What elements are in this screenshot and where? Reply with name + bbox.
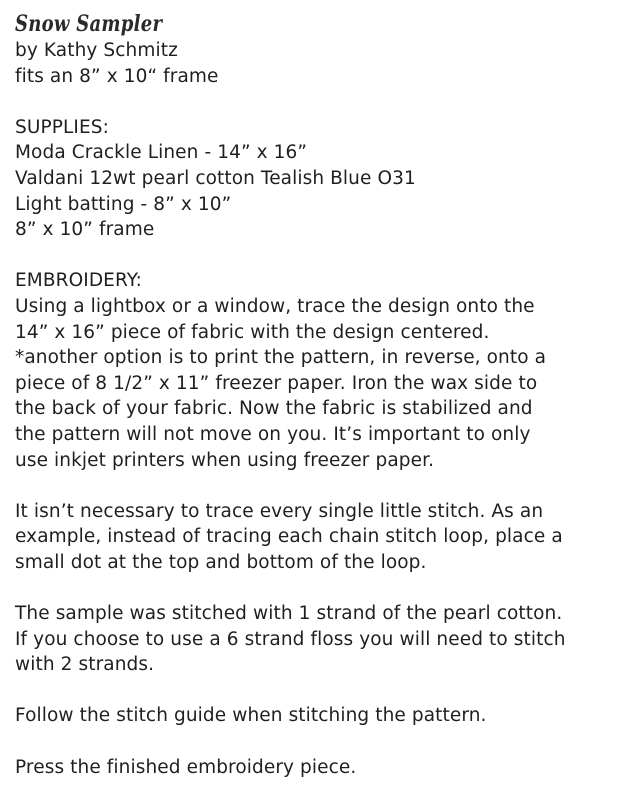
embroidery-paragraph-stitch-tips <box>15 499 627 576</box>
spacer <box>15 729 627 755</box>
paragraph-line: 14” x 16” piece of fabric with the design centered. <box>15 321 490 343</box>
paragraph-line: The sample was stitched with 1 strand of the pearl cotton. <box>15 603 563 625</box>
frame-fit-note: fits an 8” x 10“ frame <box>15 65 219 87</box>
embroidery-paragraph-thread <box>15 601 627 678</box>
supplies-heading: SUPPLIES: <box>15 116 109 138</box>
byline: by Kathy Schmitz <box>15 40 178 61</box>
supply-item: 8” x 10” frame <box>15 219 155 241</box>
paragraph-line: the pattern will not move on you. It’s important to only <box>15 423 531 445</box>
supply-item: Valdani 12wt pearl cotton Tealish Blue O31 <box>15 167 416 189</box>
spacer <box>15 575 627 601</box>
paragraph-line: piece of 8 1/2” x 11” freezer paper. Iron the wax side to <box>15 372 538 394</box>
spacer <box>15 89 627 115</box>
supplies-section <box>15 115 627 243</box>
paragraph-line: *another option is to print the pattern, in reverse, onto a <box>15 347 547 369</box>
paragraph-line: Using a lightbox or a window, trace the design onto the <box>15 295 535 317</box>
embroidery-paragraph-stitch-guide: Follow the stitch guide when stitching the pattern. <box>15 705 487 727</box>
embroidery-section <box>15 268 627 780</box>
paragraph-line: use inkjet printers when using freezer paper. <box>15 449 435 471</box>
paragraph-line: If you choose to use a 6 strand floss you will need to stitch <box>15 628 566 650</box>
spacer <box>15 473 627 499</box>
supply-item: Light batting - 8” x 10” <box>15 193 232 215</box>
embroidery-paragraph-tracing <box>15 294 627 473</box>
spacer <box>15 678 627 704</box>
paragraph-line: the back of your fabric. Now the fabric is stabilized and <box>15 398 533 420</box>
supply-item: Moda Crackle Linen - 14” x 16” <box>15 142 308 164</box>
page-title: Snow Sampler <box>15 11 163 37</box>
paragraph-line: with 2 strands. <box>15 654 155 676</box>
paragraph-line: small dot at the top and bottom of the loop. <box>15 551 427 573</box>
embroidery-paragraph-press: Press the finished embroidery piece. <box>15 756 357 778</box>
spacer <box>15 243 627 269</box>
embroidery-heading: EMBROIDERY: <box>15 270 142 292</box>
paragraph-line: It isn’t necessary to trace every single little stitch. As an <box>15 500 544 522</box>
instructions-page <box>15 10 627 780</box>
paragraph-line: example, instead of tracing each chain stitch loop, place a <box>15 526 563 548</box>
